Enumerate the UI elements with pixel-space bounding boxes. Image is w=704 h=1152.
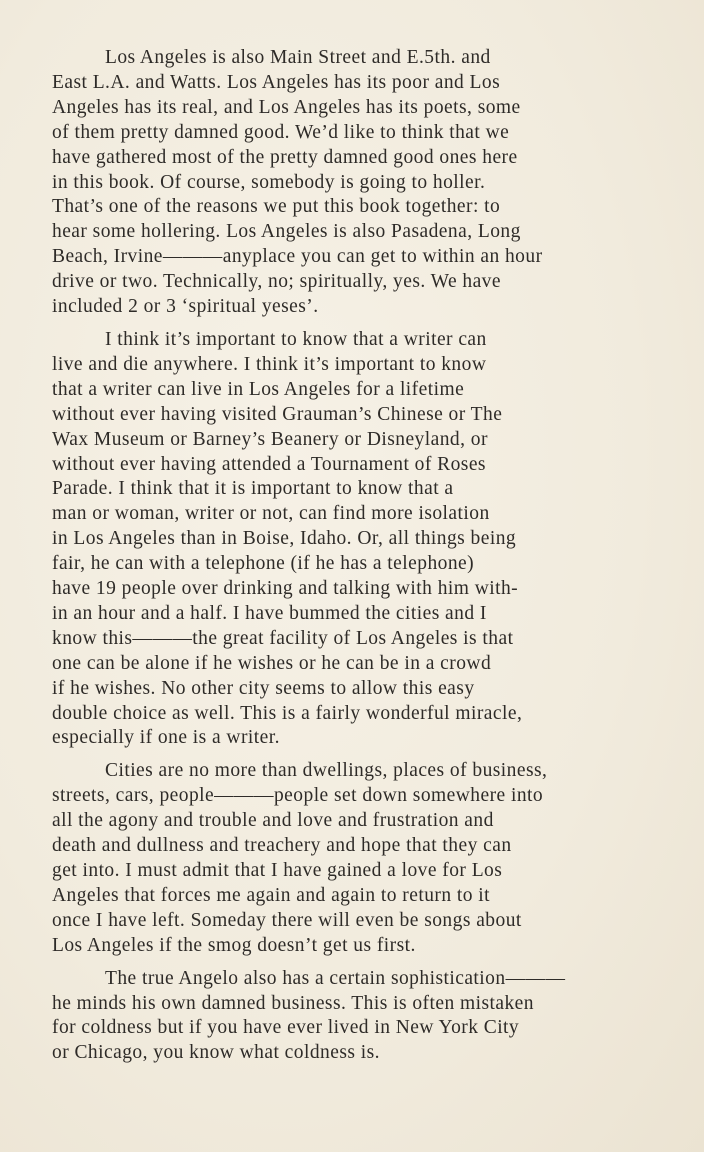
text-line: get into. I must admit that I have gained a love for Los bbox=[52, 860, 503, 881]
text-line: Wax Museum or Barney’s Beanery or Disneyland, or bbox=[52, 428, 488, 450]
text-line: if he wishes. No other city seems to allow this easy bbox=[52, 677, 475, 699]
text-line: Los Angeles if the smog doesn’t get us first. bbox=[52, 934, 416, 956]
text-line: Parade. I think that it is important to know that a bbox=[52, 478, 454, 500]
body-text bbox=[52, 46, 652, 1074]
text-line: or Chicago, you know what coldness is. bbox=[52, 1042, 380, 1064]
paragraph bbox=[52, 46, 652, 320]
text-line: without ever having visited Grauman’s Chinese or The bbox=[52, 403, 503, 425]
text-line: in this book. Of course, somebody is going to holler. bbox=[52, 171, 486, 193]
text-line: streets, cars, people———people set down somewhere into bbox=[52, 785, 544, 807]
text-line: of them pretty damned good. We’d like to think that we bbox=[52, 121, 510, 143]
text-line: for coldness but if you have ever lived in New York City bbox=[52, 1017, 520, 1039]
text-line: That’s one of the reasons we put this book together: to bbox=[52, 196, 501, 218]
paragraph bbox=[52, 967, 652, 1067]
text-line: included 2 or 3 ‘spiritual yeses’. bbox=[52, 296, 319, 318]
text-line: Los Angeles is also Main Street and E.5th. and bbox=[105, 47, 491, 68]
text-line: have gathered most of the pretty damned good ones here bbox=[52, 146, 518, 168]
text-line: without ever having attended a Tournament of Roses bbox=[52, 453, 486, 475]
text-line: in Los Angeles than in Boise, Idaho. Or, all things being bbox=[52, 528, 517, 550]
text-line: especially if one is a writer. bbox=[52, 727, 280, 749]
text-line: East L.A. and Watts. Los Angeles has its poor and Los bbox=[52, 71, 501, 93]
text-line: have 19 people over drinking and talking with him with- bbox=[52, 578, 519, 600]
text-line: Angeles that forces me again and again to return to it bbox=[52, 884, 490, 906]
text-line: one can be alone if he wishes or he can be in a crowd bbox=[52, 652, 492, 674]
text-line: I think it’s important to know that a writer can bbox=[105, 328, 487, 350]
text-line: Cities are no more than dwellings, places of business, bbox=[105, 760, 548, 782]
text-line: all the agony and trouble and love and frustration and bbox=[52, 810, 494, 832]
text-line: Beach, Irvine———anyplace you can get to within an hour bbox=[52, 246, 543, 268]
text-line: live and die anywhere. I think it’s important to know bbox=[52, 353, 487, 375]
text-line: in an hour and a half. I have bummed the cities and I bbox=[52, 602, 487, 624]
text-line: The true Angelo also has a certain sophistication——— bbox=[105, 967, 566, 989]
text-line: man or woman, writer or not, can find more isolation bbox=[52, 503, 490, 525]
text-line: double choice as well. This is a fairly wonderful miracle, bbox=[52, 702, 523, 724]
text-line: fair, he can with a telephone (if he has a telephone) bbox=[52, 553, 475, 575]
text-line: death and dullness and treachery and hope that they can bbox=[52, 835, 512, 857]
text-line: hear some hollering. Los Angeles is also Pasadena, Long bbox=[52, 221, 521, 243]
paragraph bbox=[52, 328, 652, 751]
text-line: once I have left. Someday there will even be songs about bbox=[52, 909, 522, 931]
paragraph bbox=[52, 759, 652, 958]
text-line: know this———the great facility of Los Angeles is that bbox=[52, 627, 514, 649]
text-line: drive or two. Technically, no; spiritually, yes. We have bbox=[52, 271, 501, 293]
text-line: that a writer can live in Los Angeles for a lifetime bbox=[52, 378, 465, 400]
text-line: he minds his own damned business. This is often mistaken bbox=[52, 992, 534, 1014]
text-line: Angeles has its real, and Los Angeles has its poets, some bbox=[52, 96, 521, 118]
